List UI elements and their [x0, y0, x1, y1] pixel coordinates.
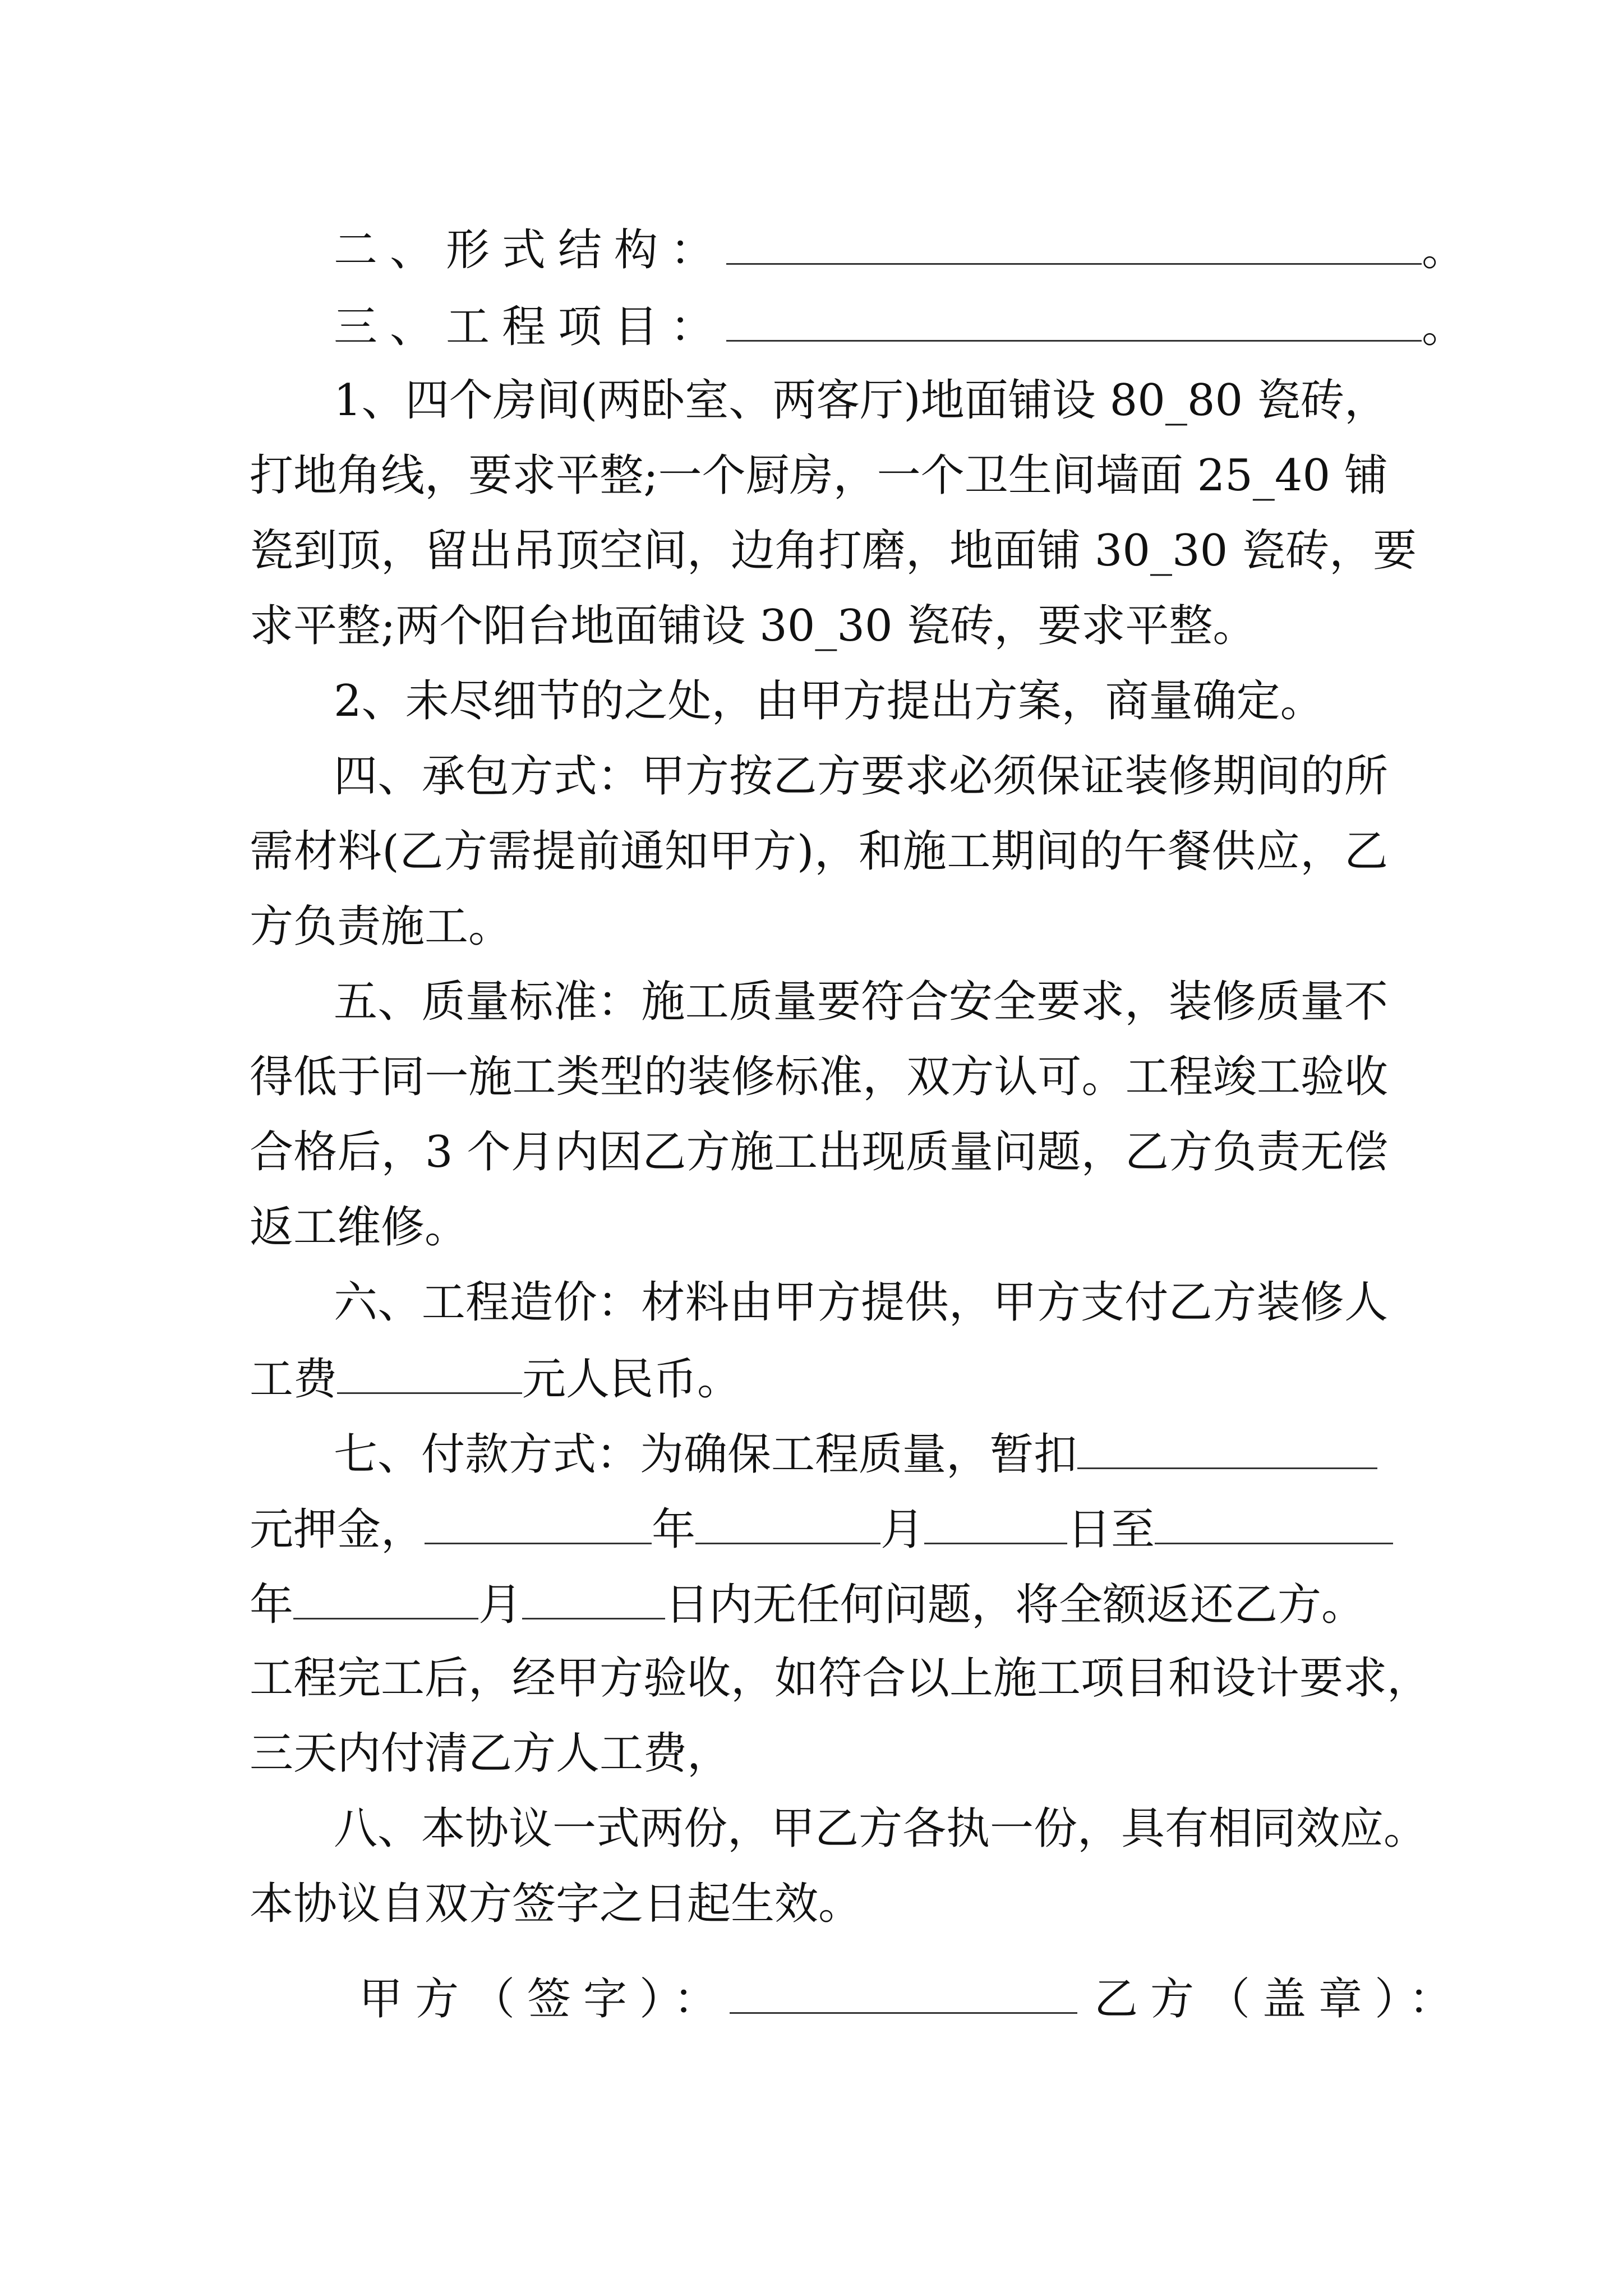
section5-line2: 得低于同一施工类型的装修标准，双方认可。工程竣工验收: [250, 1052, 1388, 1102]
section4-line3: 方负责施工。: [250, 901, 513, 952]
section7-line2: [250, 1501, 1388, 1555]
section7-line1: [334, 1426, 1388, 1480]
item1-line3: 瓷到顶，留出吊顶空间，边角打磨，地面铺 30_30 瓷砖，要: [250, 526, 1417, 576]
item1-line2: 打地角线，要求平整;一个厨房，一个卫生间墙面 25_40 铺: [250, 450, 1388, 501]
from-day-label: 日至: [1067, 1504, 1155, 1555]
deposit-blank: [1077, 1426, 1377, 1469]
section7-line4: 工程完工后，经甲方验收，如符合以上施工项目和设计要求，: [250, 1653, 1431, 1704]
deposit-unit: 元押金，: [250, 1504, 425, 1555]
party-a-label: 甲方（签字）：: [359, 1974, 730, 2024]
section7-line3: [250, 1576, 1388, 1630]
signature-line: [359, 1971, 1465, 2024]
labor-fee-blank: [337, 1351, 522, 1394]
from-year-label: 年: [652, 1504, 696, 1555]
section8-line1: 八、本协议一式两份，甲乙方各执一份，具有相同效应。: [334, 1803, 1428, 1854]
to-day-label: 日内无任何问题，将全额返还乙方。: [665, 1580, 1366, 1630]
labor-fee-label: 工费: [250, 1354, 338, 1405]
items-label: 三、工程项目：: [334, 302, 727, 352]
to-year-blank: [1155, 1501, 1393, 1544]
section7-line5: 三天内付清乙方人工费，: [250, 1728, 731, 1779]
party-a-blank: [730, 1971, 1077, 2014]
item2-line: 2、未尽细节的之处，由甲方提出方案，商量确定。: [334, 676, 1324, 726]
structure-label: 二、形式结构：: [334, 225, 727, 275]
labor-fee-unit: 元人民币。: [522, 1354, 741, 1405]
structure-blank: [726, 222, 1422, 265]
deposit-label: 七、付款方式：为确保工程质量，暂扣: [334, 1429, 1078, 1480]
section4-line1: 四、承包方式：甲方按乙方要求必须保证装修期间的所: [334, 751, 1388, 802]
from-year-blank: [425, 1501, 652, 1544]
from-day-blank: [924, 1501, 1067, 1544]
section6-line2: [250, 1351, 1388, 1405]
from-month-label: 月: [880, 1504, 925, 1555]
section-items: [334, 298, 1466, 352]
to-day-blank: [522, 1576, 665, 1619]
to-year-label: 年: [250, 1580, 294, 1630]
section4-line2: 需材料(乙方需提前通知甲方)，和施工期间的午餐供应，乙: [250, 826, 1388, 877]
section6-line1: 六、工程造价：材料由甲方提供，甲方支付乙方装修人: [334, 1277, 1388, 1328]
section8-line2: 本协议自双方签字之日起生效。: [250, 1879, 863, 1929]
to-month-label: 月: [478, 1580, 523, 1630]
from-month-blank: [695, 1501, 880, 1544]
section5-line1: 五、质量标准：施工质量要符合安全要求，装修质量不: [334, 977, 1388, 1027]
item1-line4: 求平整;两个阳台地面铺设 30_30 瓷砖，要求平整。: [250, 601, 1257, 651]
to-month-blank: [293, 1576, 478, 1619]
section-structure: [334, 222, 1466, 275]
items-blank: [726, 298, 1422, 342]
items-end: 。: [1422, 302, 1466, 352]
item1-line1: 1、四个房间(两卧室、两客厅)地面铺设 80_80 瓷砖，: [334, 375, 1388, 426]
section5-line4: 返工维修。: [250, 1202, 469, 1253]
structure-end: 。: [1422, 225, 1466, 275]
party-b-label: 乙方（盖章）：: [1094, 1974, 1465, 2024]
section5-line3: 合格后，3 个月内因乙方施工出现质量问题，乙方负责无偿: [250, 1127, 1388, 1177]
